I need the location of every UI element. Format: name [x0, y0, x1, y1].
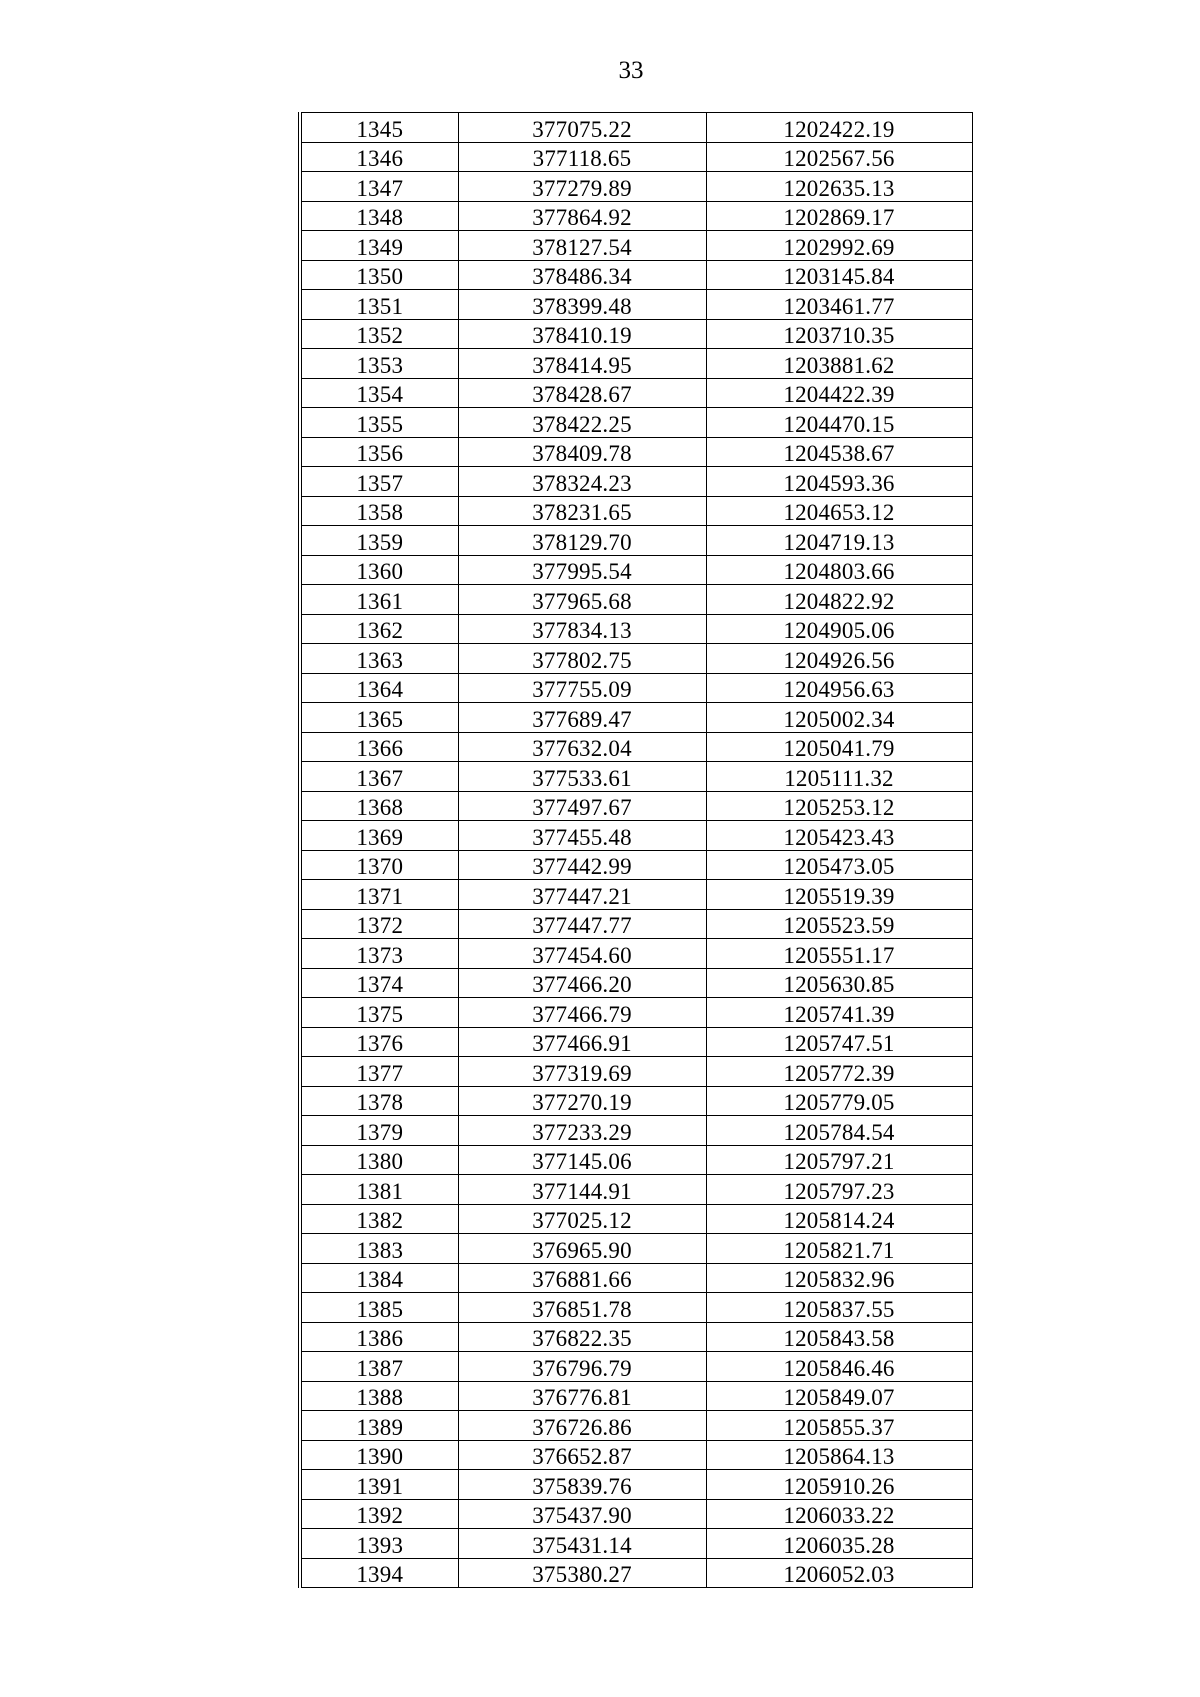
point-number-cell: 1362: [300, 614, 458, 644]
y-coordinate-cell: 1205772.39: [706, 1057, 972, 1087]
x-coordinate-cell: 377447.77: [458, 909, 706, 939]
page-number: 33: [618, 57, 644, 84]
point-number-cell: 1365: [300, 703, 458, 733]
table-row: [300, 1470, 972, 1500]
x-coordinate-cell: 376796.79: [458, 1352, 706, 1382]
point-number-cell: 1371: [300, 880, 458, 910]
point-number-cell: 1374: [300, 968, 458, 998]
x-coordinate-cell: 375380.27: [458, 1558, 706, 1588]
point-number-cell: 1364: [300, 673, 458, 703]
x-coordinate-cell: 376965.90: [458, 1234, 706, 1264]
x-coordinate-cell: 377270.19: [458, 1086, 706, 1116]
point-number-cell: 1379: [300, 1116, 458, 1146]
x-coordinate-cell: 375431.14: [458, 1529, 706, 1559]
point-number-cell: 1390: [300, 1440, 458, 1470]
point-number-cell: 1367: [300, 762, 458, 792]
x-coordinate-cell: 377632.04: [458, 732, 706, 762]
y-coordinate-cell: 1205797.21: [706, 1145, 972, 1175]
table-row: [300, 939, 972, 969]
y-coordinate-cell: 1205779.05: [706, 1086, 972, 1116]
point-number-cell: 1386: [300, 1322, 458, 1352]
point-number-cell: 1372: [300, 909, 458, 939]
point-number-cell: 1376: [300, 1027, 458, 1057]
x-coordinate-cell: 378428.67: [458, 378, 706, 408]
y-coordinate-cell: 1205814.24: [706, 1204, 972, 1234]
y-coordinate-cell: 1205473.05: [706, 850, 972, 880]
table-row: [300, 644, 972, 674]
point-number-cell: 1391: [300, 1470, 458, 1500]
y-coordinate-cell: 1204803.66: [706, 555, 972, 585]
table-row: [300, 1204, 972, 1234]
table-row: [300, 614, 972, 644]
x-coordinate-cell: 377755.09: [458, 673, 706, 703]
x-coordinate-cell: 377279.89: [458, 172, 706, 202]
point-number-cell: 1351: [300, 290, 458, 320]
table-row: [300, 673, 972, 703]
coordinates-table: [298, 112, 973, 1588]
table-row: [300, 231, 972, 261]
point-number-cell: 1383: [300, 1234, 458, 1264]
y-coordinate-cell: 1204905.06: [706, 614, 972, 644]
point-number-cell: 1357: [300, 467, 458, 497]
y-coordinate-cell: 1205910.26: [706, 1470, 972, 1500]
table-row: [300, 909, 972, 939]
table-row: [300, 260, 972, 290]
y-coordinate-cell: 1205630.85: [706, 968, 972, 998]
y-coordinate-cell: 1205821.71: [706, 1234, 972, 1264]
x-coordinate-cell: 378410.19: [458, 319, 706, 349]
table-row: [300, 1381, 972, 1411]
table-row: [300, 821, 972, 851]
x-coordinate-cell: 377442.99: [458, 850, 706, 880]
point-number-cell: 1360: [300, 555, 458, 585]
point-number-cell: 1373: [300, 939, 458, 969]
x-coordinate-cell: 377145.06: [458, 1145, 706, 1175]
point-number-cell: 1392: [300, 1499, 458, 1529]
x-coordinate-cell: 378127.54: [458, 231, 706, 261]
table-body: [300, 113, 972, 1588]
table-row: [300, 349, 972, 379]
point-number-cell: 1380: [300, 1145, 458, 1175]
y-coordinate-cell: 1204593.36: [706, 467, 972, 497]
table-row: [300, 467, 972, 497]
table-row: [300, 172, 972, 202]
x-coordinate-cell: 377834.13: [458, 614, 706, 644]
y-coordinate-cell: 1205855.37: [706, 1411, 972, 1441]
table-row: [300, 1499, 972, 1529]
y-coordinate-cell: 1205111.32: [706, 762, 972, 792]
x-coordinate-cell: 377447.21: [458, 880, 706, 910]
y-coordinate-cell: 1204719.13: [706, 526, 972, 556]
table-row: [300, 437, 972, 467]
x-coordinate-cell: 375437.90: [458, 1499, 706, 1529]
point-number-cell: 1366: [300, 732, 458, 762]
x-coordinate-cell: 377995.54: [458, 555, 706, 585]
y-coordinate-cell: 1205837.55: [706, 1293, 972, 1323]
table-row: [300, 1293, 972, 1323]
y-coordinate-cell: 1202422.19: [706, 113, 972, 143]
point-number-cell: 1358: [300, 496, 458, 526]
y-coordinate-cell: 1202869.17: [706, 201, 972, 231]
point-number-cell: 1353: [300, 349, 458, 379]
point-number-cell: 1384: [300, 1263, 458, 1293]
x-coordinate-cell: 377965.68: [458, 585, 706, 615]
table-row: [300, 319, 972, 349]
point-number-cell: 1385: [300, 1293, 458, 1323]
y-coordinate-cell: 1203881.62: [706, 349, 972, 379]
x-coordinate-cell: 376776.81: [458, 1381, 706, 1411]
point-number-cell: 1378: [300, 1086, 458, 1116]
table-row: [300, 555, 972, 585]
y-coordinate-cell: 1206033.22: [706, 1499, 972, 1529]
point-number-cell: 1377: [300, 1057, 458, 1087]
point-number-cell: 1369: [300, 821, 458, 851]
table-row: [300, 1234, 972, 1264]
x-coordinate-cell: 377025.12: [458, 1204, 706, 1234]
x-coordinate-cell: 377319.69: [458, 1057, 706, 1087]
table-row: [300, 732, 972, 762]
x-coordinate-cell: 378231.65: [458, 496, 706, 526]
y-coordinate-cell: 1205849.07: [706, 1381, 972, 1411]
x-coordinate-cell: 378399.48: [458, 290, 706, 320]
y-coordinate-cell: 1205797.23: [706, 1175, 972, 1205]
table-row: [300, 1558, 972, 1588]
table-row: [300, 1175, 972, 1205]
table-row: [300, 1086, 972, 1116]
table-row: [300, 201, 972, 231]
table-row: [300, 703, 972, 733]
x-coordinate-cell: 378409.78: [458, 437, 706, 467]
table-row: [300, 998, 972, 1028]
y-coordinate-cell: 1204653.12: [706, 496, 972, 526]
table-row: [300, 880, 972, 910]
y-coordinate-cell: 1205747.51: [706, 1027, 972, 1057]
x-coordinate-cell: 378129.70: [458, 526, 706, 556]
y-coordinate-cell: 1204956.63: [706, 673, 972, 703]
table-row: [300, 290, 972, 320]
y-coordinate-cell: 1204822.92: [706, 585, 972, 615]
table-row: [300, 1322, 972, 1352]
y-coordinate-cell: 1204926.56: [706, 644, 972, 674]
point-number-cell: 1370: [300, 850, 458, 880]
point-number-cell: 1349: [300, 231, 458, 261]
point-number-cell: 1354: [300, 378, 458, 408]
point-number-cell: 1394: [300, 1558, 458, 1588]
table-row: [300, 1116, 972, 1146]
y-coordinate-cell: 1202635.13: [706, 172, 972, 202]
point-number-cell: 1363: [300, 644, 458, 674]
point-number-cell: 1382: [300, 1204, 458, 1234]
y-coordinate-cell: 1203710.35: [706, 319, 972, 349]
x-coordinate-cell: 378422.25: [458, 408, 706, 438]
table-row: [300, 1145, 972, 1175]
y-coordinate-cell: 1206052.03: [706, 1558, 972, 1588]
point-number-cell: 1361: [300, 585, 458, 615]
x-coordinate-cell: 377466.20: [458, 968, 706, 998]
y-coordinate-cell: 1205784.54: [706, 1116, 972, 1146]
y-coordinate-cell: 1205864.13: [706, 1440, 972, 1470]
x-coordinate-cell: 377533.61: [458, 762, 706, 792]
point-number-cell: 1350: [300, 260, 458, 290]
y-coordinate-cell: 1205002.34: [706, 703, 972, 733]
x-coordinate-cell: 378414.95: [458, 349, 706, 379]
table-row: [300, 408, 972, 438]
y-coordinate-cell: 1204470.15: [706, 408, 972, 438]
table-row: [300, 113, 972, 143]
table-row: [300, 1263, 972, 1293]
table-row: [300, 142, 972, 172]
point-number-cell: 1355: [300, 408, 458, 438]
table-row: [300, 585, 972, 615]
point-number-cell: 1368: [300, 791, 458, 821]
point-number-cell: 1359: [300, 526, 458, 556]
y-coordinate-cell: 1205523.59: [706, 909, 972, 939]
table-row: [300, 496, 972, 526]
point-number-cell: 1346: [300, 142, 458, 172]
point-number-cell: 1389: [300, 1411, 458, 1441]
point-number-cell: 1352: [300, 319, 458, 349]
table-row: [300, 1352, 972, 1382]
x-coordinate-cell: 378486.34: [458, 260, 706, 290]
x-coordinate-cell: 377454.60: [458, 939, 706, 969]
x-coordinate-cell: 376726.86: [458, 1411, 706, 1441]
table-row: [300, 378, 972, 408]
x-coordinate-cell: 375839.76: [458, 1470, 706, 1500]
table-row: [300, 1411, 972, 1441]
x-coordinate-cell: 377233.29: [458, 1116, 706, 1146]
point-number-cell: 1381: [300, 1175, 458, 1205]
y-coordinate-cell: 1205253.12: [706, 791, 972, 821]
point-number-cell: 1388: [300, 1381, 458, 1411]
table-row: [300, 1529, 972, 1559]
y-coordinate-cell: 1206035.28: [706, 1529, 972, 1559]
point-number-cell: 1348: [300, 201, 458, 231]
y-coordinate-cell: 1205741.39: [706, 998, 972, 1028]
y-coordinate-cell: 1205846.46: [706, 1352, 972, 1382]
y-coordinate-cell: 1203145.84: [706, 260, 972, 290]
y-coordinate-cell: 1205519.39: [706, 880, 972, 910]
y-coordinate-cell: 1202567.56: [706, 142, 972, 172]
x-coordinate-cell: 376652.87: [458, 1440, 706, 1470]
table-row: [300, 1027, 972, 1057]
y-coordinate-cell: 1204422.39: [706, 378, 972, 408]
table-row: [300, 526, 972, 556]
table-row: [300, 850, 972, 880]
point-number-cell: 1393: [300, 1529, 458, 1559]
x-coordinate-cell: 378324.23: [458, 467, 706, 497]
y-coordinate-cell: 1205423.43: [706, 821, 972, 851]
x-coordinate-cell: 377144.91: [458, 1175, 706, 1205]
table-row: [300, 762, 972, 792]
x-coordinate-cell: 377455.48: [458, 821, 706, 851]
x-coordinate-cell: 377118.65: [458, 142, 706, 172]
x-coordinate-cell: 377466.91: [458, 1027, 706, 1057]
x-coordinate-cell: 377466.79: [458, 998, 706, 1028]
x-coordinate-cell: 377864.92: [458, 201, 706, 231]
x-coordinate-cell: 376822.35: [458, 1322, 706, 1352]
table-row: [300, 1057, 972, 1087]
x-coordinate-cell: 376881.66: [458, 1263, 706, 1293]
x-coordinate-cell: 377802.75: [458, 644, 706, 674]
y-coordinate-cell: 1205832.96: [706, 1263, 972, 1293]
x-coordinate-cell: 377075.22: [458, 113, 706, 143]
x-coordinate-cell: 376851.78: [458, 1293, 706, 1323]
point-number-cell: 1356: [300, 437, 458, 467]
point-number-cell: 1347: [300, 172, 458, 202]
x-coordinate-cell: 377689.47: [458, 703, 706, 733]
table-row: [300, 968, 972, 998]
table-row: [300, 1440, 972, 1470]
y-coordinate-cell: 1203461.77: [706, 290, 972, 320]
table-row: [300, 791, 972, 821]
point-number-cell: 1345: [300, 113, 458, 143]
point-number-cell: 1375: [300, 998, 458, 1028]
y-coordinate-cell: 1204538.67: [706, 437, 972, 467]
x-coordinate-cell: 377497.67: [458, 791, 706, 821]
y-coordinate-cell: 1205843.58: [706, 1322, 972, 1352]
point-number-cell: 1387: [300, 1352, 458, 1382]
y-coordinate-cell: 1205041.79: [706, 732, 972, 762]
y-coordinate-cell: 1205551.17: [706, 939, 972, 969]
y-coordinate-cell: 1202992.69: [706, 231, 972, 261]
